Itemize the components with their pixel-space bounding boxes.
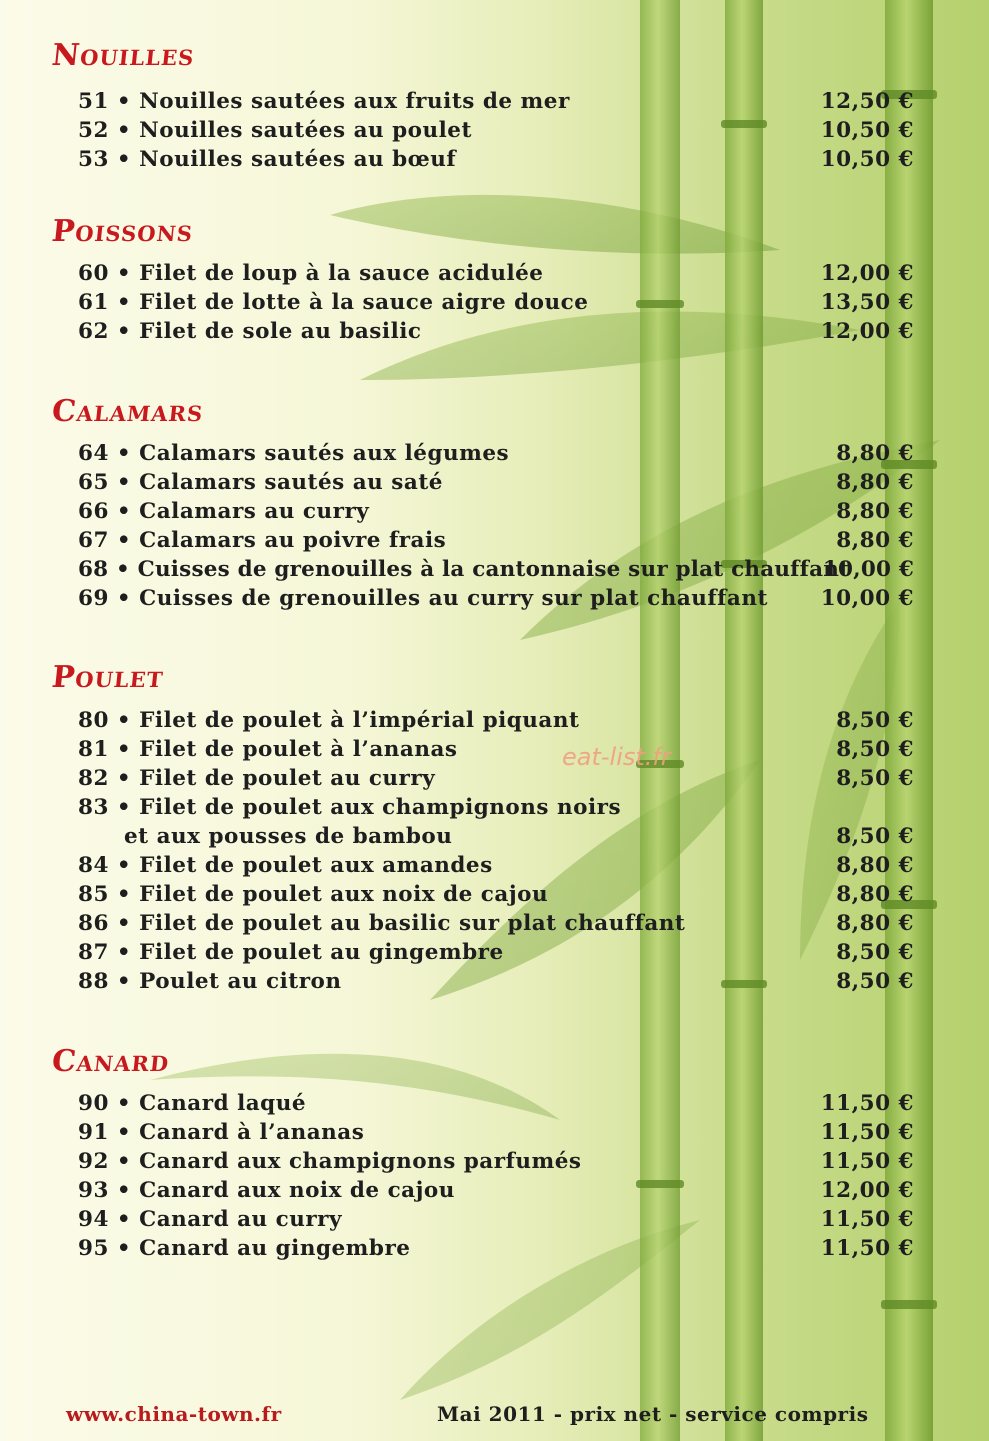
item-price: 8,50 € [836, 708, 914, 733]
menu-item [78, 822, 914, 851]
item-price: 8,80 € [836, 882, 914, 907]
menu-item [78, 584, 914, 613]
item-name: 68 • Cuisses de grenouilles à la cantonnaise sur plat chauffant [78, 557, 850, 582]
item-name: 69 • Cuisses de grenouilles au curry sur plat chauffant [78, 586, 768, 611]
menu-item [78, 851, 914, 880]
footer-note: Mai 2011 - prix net - service compris [437, 1402, 869, 1426]
menu-item [78, 938, 914, 967]
menu-item [78, 909, 914, 938]
item-price: 11,50 € [820, 1236, 914, 1261]
item-name: 66 • Calamars au curry [78, 499, 370, 524]
menu-item [78, 145, 914, 174]
item-price: 8,80 € [836, 853, 914, 878]
watermark: eat-list.fr [562, 743, 671, 771]
item-price: 8,80 € [836, 470, 914, 495]
section-title-nouilles: Nouilles [50, 38, 197, 73]
menu-item [78, 526, 914, 555]
menu-item [78, 288, 914, 317]
menu-item [78, 439, 914, 468]
item-name: 90 • Canard laqué [78, 1091, 307, 1116]
menu-item [78, 1205, 914, 1234]
section-title-calamars: Calamars [50, 394, 206, 429]
item-price: 8,80 € [836, 441, 914, 466]
item-price: 11,50 € [820, 1207, 914, 1232]
footer-website-link[interactable]: www.china-town.fr [66, 1402, 282, 1426]
item-name: 53 • Nouilles sautées au bœuf [78, 147, 457, 172]
item-price: 8,80 € [836, 911, 914, 936]
menu-item [78, 1147, 914, 1176]
item-name: et aux pousses de bambou [124, 824, 453, 849]
item-name: 92 • Canard aux champignons parfumés [78, 1149, 582, 1174]
item-name: 85 • Filet de poulet aux noix de cajou [78, 882, 549, 907]
item-price: 8,50 € [836, 824, 914, 849]
item-name: 67 • Calamars au poivre frais [78, 528, 447, 553]
item-price: 11,50 € [820, 1120, 914, 1145]
menu-item [78, 555, 914, 584]
item-name: 83 • Filet de poulet aux champignons noirs [78, 795, 622, 820]
menu-item [78, 1118, 914, 1147]
item-price: 10,50 € [820, 147, 914, 172]
item-name: 51 • Nouilles sautées aux fruits de mer [78, 89, 570, 114]
menu-item [78, 1234, 914, 1263]
item-name: 86 • Filet de poulet au basilic sur plat chauffant [78, 911, 686, 936]
section-title-poissons: Poissons [50, 214, 196, 249]
item-name: 60 • Filet de loup à la sauce acidulée [78, 261, 544, 286]
menu-item [78, 116, 914, 145]
item-price: 12,50 € [820, 89, 914, 114]
menu-item [78, 706, 914, 735]
item-name: 62 • Filet de sole au basilic [78, 319, 422, 344]
item-name: 82 • Filet de poulet au curry [78, 766, 436, 791]
item-price: 8,50 € [836, 940, 914, 965]
item-price: 11,50 € [820, 1149, 914, 1174]
menu-item [78, 880, 914, 909]
item-price: 12,00 € [820, 319, 914, 344]
item-name: 95 • Canard au gingembre [78, 1236, 411, 1261]
item-name: 61 • Filet de lotte à la sauce aigre douce [78, 290, 589, 315]
item-price: 8,50 € [836, 737, 914, 762]
item-price: 12,00 € [820, 261, 914, 286]
menu-item [78, 259, 914, 288]
item-price: 8,80 € [836, 528, 914, 553]
item-name: 81 • Filet de poulet à l’ananas [78, 737, 458, 762]
menu-item [78, 1089, 914, 1118]
menu-item [78, 793, 914, 822]
section-title-canard: Canard [50, 1044, 172, 1079]
item-name: 65 • Calamars sautés au saté [78, 470, 443, 495]
item-name: 93 • Canard aux noix de cajou [78, 1178, 455, 1203]
item-name: 64 • Calamars sautés aux légumes [78, 441, 510, 466]
item-name: 52 • Nouilles sautées au poulet [78, 118, 472, 143]
item-name: 80 • Filet de poulet à l’impérial piquant [78, 708, 580, 733]
item-name: 84 • Filet de poulet aux amandes [78, 853, 493, 878]
item-price: 10,00 € [822, 557, 914, 582]
item-name: 88 • Poulet au citron [78, 969, 342, 994]
menu-item [78, 497, 914, 526]
item-price: 13,50 € [820, 290, 914, 315]
item-name: 87 • Filet de poulet au gingembre [78, 940, 504, 965]
item-name: 91 • Canard à l’ananas [78, 1120, 365, 1145]
item-price: 8,50 € [836, 969, 914, 994]
menu-item [78, 317, 914, 346]
menu-item [78, 1176, 914, 1205]
menu-item [78, 967, 914, 996]
menu-item [78, 87, 914, 116]
menu-item [78, 735, 914, 764]
item-price: 12,00 € [820, 1178, 914, 1203]
item-price: 8,80 € [836, 499, 914, 524]
item-price: 10,00 € [820, 586, 914, 611]
item-price: 10,50 € [820, 118, 914, 143]
item-price: 11,50 € [820, 1091, 914, 1116]
item-price: 8,50 € [836, 766, 914, 791]
section-title-poulet: Poulet [50, 660, 166, 695]
menu-item [78, 764, 914, 793]
item-name: 94 • Canard au curry [78, 1207, 343, 1232]
menu-item [78, 468, 914, 497]
